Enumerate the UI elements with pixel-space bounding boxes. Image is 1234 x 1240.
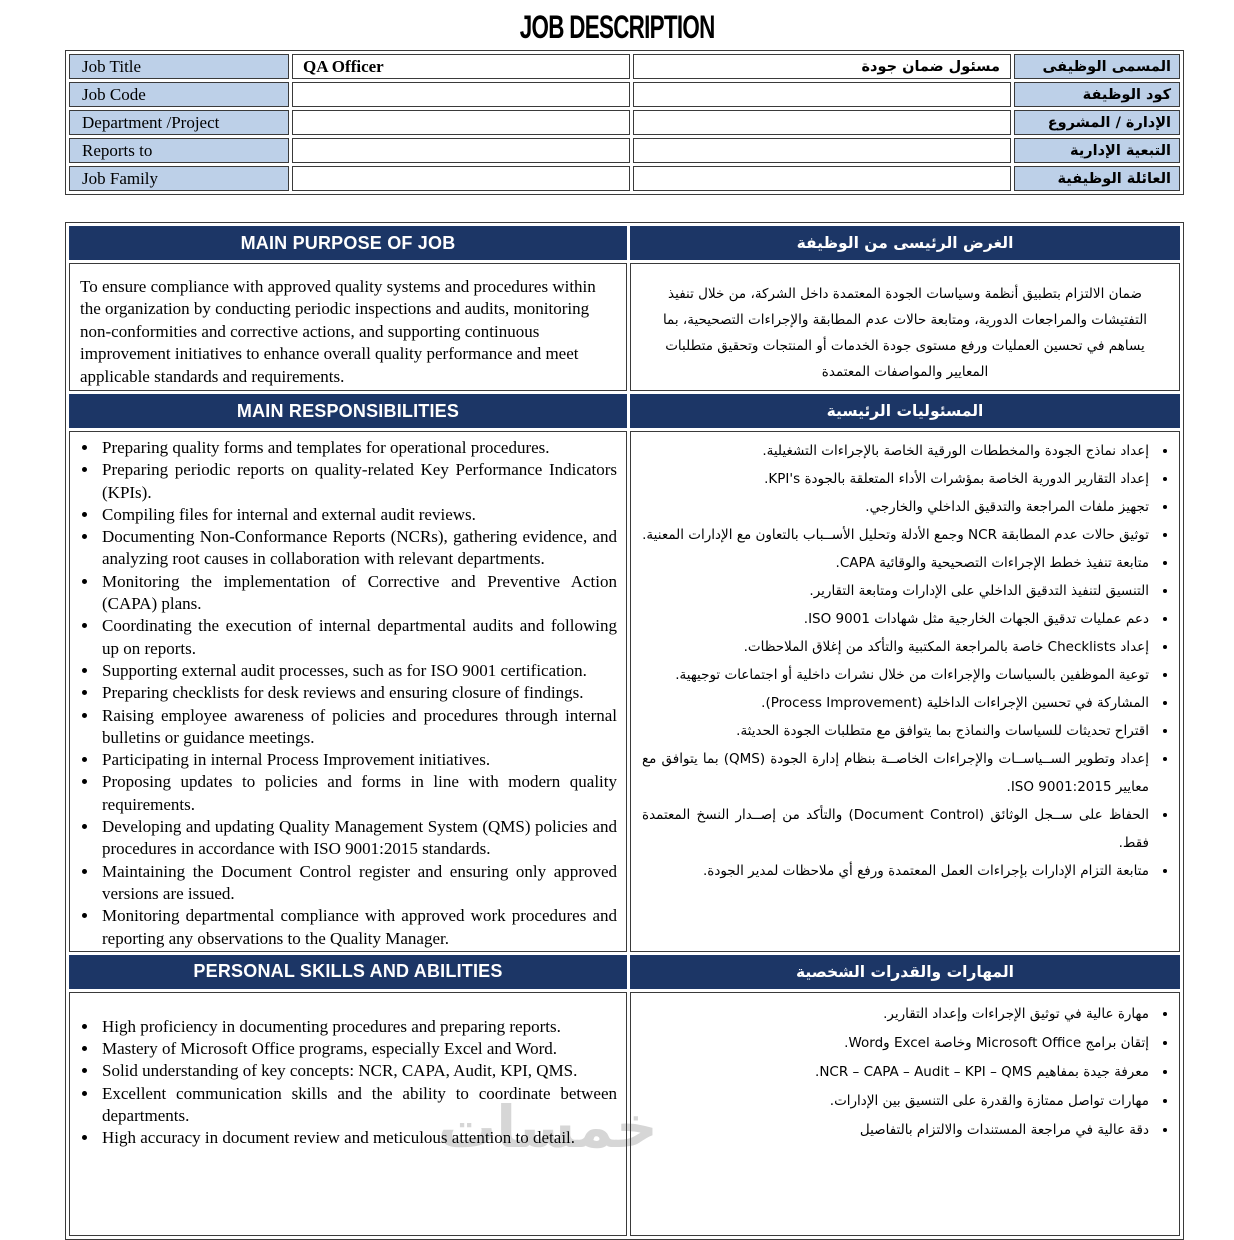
skills-header-ar: المهارات والقدرات الشخصية [630,955,1180,989]
list-item: • التنسيق لتنفيذ التدقيق الداخلي على الإدارات ومتابعة التقارير. [642,577,1152,605]
list-item: • مهارات تواصل ممتازة والقدرة على التنسيق بين الإدارات. [642,1087,1152,1116]
info-row-job-family [69,166,1180,191]
list-item: • Maintaining the Document Control register and ensuring only approved versions are issued. [99,861,617,906]
job-family-label-ar: العائلة الوظيفية [1014,166,1180,191]
reports-to-label-en: Reports to [69,138,289,163]
skills-list-ar [632,1000,1178,1145]
purpose-text-en: To ensure compliance with approved quality systems and procedures within the organization by conducting periodic inspections and audits, monitoring non-conformities and corrective actions, and supporting continuous improvement initiatives to enhance overall quality performance and meet applicable standards and requirements. [80,277,596,386]
purpose-content-en-cell [69,263,627,391]
list-item: • معرفة جيدة بمفاهيم NCR – CAPA – Audit – KPI – QMS. [642,1058,1152,1087]
list-item: • Monitoring departmental compliance with approved work procedures and reporting any observations to the Quality Manager. [99,905,617,950]
list-item: • المشاركة في تحسين الإجراءات الداخلية (Process Improvement). [642,689,1152,717]
job-title-value-ar: مسئول ضمان جودة [633,54,1011,79]
job-code-label-ar: كود الوظيفة [1014,82,1180,107]
list-item: • توثيق حالات عدم المطابقة NCR وجمع الأدلة وتحليل الأســباب بالتعاون مع الإدارات المعنية. [642,521,1152,549]
responsibilities-content-row [69,431,1180,952]
list-item: • High accuracy in document review and meticulous attention to detail. [99,1127,617,1149]
list-item: • Preparing periodic reports on quality-related Key Performance Indicators (KPIs). [99,459,617,504]
job-family-value-en [292,166,630,191]
responsibilities-header-en: MAIN RESPONSIBILITIES [69,394,627,428]
list-item: • Supporting external audit processes, such as for ISO 9001 certification. [99,660,617,682]
job-family-value-ar [633,166,1011,191]
reports-to-value-ar [633,138,1011,163]
list-item: • إتقان برامج Microsoft Office وخاصة Excel وWord. [642,1029,1152,1058]
responsibilities-content-ar-cell [630,431,1180,952]
skills-content-row [69,992,1180,1236]
responsibilities-header-row [69,394,1180,428]
purpose-header-row [69,226,1180,260]
info-row-job-code [69,82,1180,107]
responsibilities-list-en [71,437,625,950]
responsibilities-header-ar: المسئوليات الرئيسية [630,394,1180,428]
skills-header-row [69,955,1180,989]
list-item: • دعم عمليات تدقيق الجهات الخارجية مثل شهادات ISO 9001. [642,605,1152,633]
list-item: • Raising employee awareness of policies and procedures through internal bulletins or guidance meetings. [99,705,617,750]
list-item: • متابعة تنفيذ خطط الإجراءات التصحيحية والوقائية CAPA. [642,549,1152,577]
list-item: • دقة عالية في مراجعة المستندات والالتزام بالتفاصيل [642,1116,1152,1145]
list-item: • إعداد وتطوير الســياســات والإجراءات الخاصــة بنظام إدارة الجودة (QMS) بما يتوافق مع معايير ISO 9001:2015. [642,745,1152,801]
responsibilities-content-en-cell [69,431,627,952]
list-item: • تجهيز ملفات المراجعة والتدقيق الداخلي والخارجي. [642,493,1152,521]
list-item: • Compiling files for internal and external audit reviews. [99,504,617,526]
job-code-label-en: Job Code [69,82,289,107]
skills-content-ar-cell [630,992,1180,1236]
list-item: • الحفاظ على ســجل الوثائق (Document Control) والتأكد من إصــدار النسخ المعتمدة فقط. [642,801,1152,857]
page-title-wrap [0,10,1234,44]
list-item: • Documenting Non-Conformance Reports (NCRs), gathering evidence, and analyzing root causes in collaboration with relevant departments. [99,526,617,571]
list-item: • اقتراح تحديثات للسياسات والنماذج بما يتوافق مع متطلبات الجودة الحديثة. [642,717,1152,745]
list-item: • Preparing quality forms and templates for operational procedures. [99,437,617,459]
list-item: • High proficiency in documenting procedures and preparing reports. [99,1016,617,1038]
list-item: • Developing and updating Quality Management System (QMS) policies and procedures in accordance with ISO 9001:2015 standards. [99,816,617,861]
khamsat-watermark: خمسات [438,1093,658,1161]
list-item: • Solid understanding of key concepts: NCR, CAPA, Audit, KPI, QMS. [99,1060,617,1082]
list-item: • إعداد نماذج الجودة والمخططات الورقية الخاصة بالإجراءات التشغيلية. [642,437,1152,465]
skills-content-en-cell [69,992,627,1236]
list-item: • مهارة عالية في توثيق الإجراءات وإعداد التقارير. [642,1000,1152,1029]
skills-header-en: PERSONAL SKILLS AND ABILITIES [69,955,627,989]
reports-to-label-ar: التبعية الإدارية [1014,138,1180,163]
purpose-header-en: MAIN PURPOSE OF JOB [69,226,627,260]
list-item: • Participating in internal Process Improvement initiatives. [99,749,617,771]
info-row-department [69,110,1180,135]
purpose-content-row [69,263,1180,391]
department-value-en [292,110,630,135]
job-title-value-en: QA Officer [292,54,630,79]
info-row-job-title [69,54,1180,79]
department-value-ar [633,110,1011,135]
list-item: • متابعة التزام الإدارات بإجراءات العمل المعتمدة ورفع أي ملاحظات لمدير الجودة. [642,857,1152,885]
reports-to-value-en [292,138,630,163]
department-label-ar: الإدارة / المشروع [1014,110,1180,135]
main-sections-table [65,222,1184,1240]
list-item: • Coordinating the execution of internal departmental audits and following up on reports. [99,615,617,660]
list-item: • توعية الموظفين بالسياسات والإجراءات من خلال نشرات داخلية أو اجتماعات توجيهية. [642,661,1152,689]
list-item: • Preparing checklists for desk reviews and ensuring closure of findings. [99,682,617,704]
info-row-reports-to [69,138,1180,163]
list-item: • Monitoring the implementation of Corrective and Preventive Action (CAPA) plans. [99,571,617,616]
purpose-text-ar: ضمان الالتزام بتطبيق أنظمة وسياسات الجودة المعتمدة داخل الشركة، من خلال تنفيذ التفتيشات والمراجعات الدورية، ومتابعة حالات عدم المطابقة والإجراءات التصحيحية، بما يساهم في تحسين العمليات ورفع مستوى جودة الخدمات أو المنتجات وتحقيق متطلبات المعايير والمواصفات المعتمدة [662,286,1148,380]
page-title: JOB DESCRIPTION [519,9,715,45]
responsibilities-list-ar [632,437,1178,885]
job-code-value-ar [633,82,1011,107]
purpose-content-ar-cell [630,263,1180,391]
department-label-en: Department /Project [69,110,289,135]
job-family-label-en: Job Family [69,166,289,191]
job-code-value-en [292,82,630,107]
job-info-table [65,50,1184,195]
list-item: • إعداد التقارير الدورية الخاصة بمؤشرات الأداء المتعلقة بالجودة KPI's. [642,465,1152,493]
list-item: • إعداد Checklists خاصة بالمراجعة المكتبية والتأكد من إغلاق الملاحظات. [642,633,1152,661]
purpose-header-ar: الغرض الرئيسى من الوظيفة [630,226,1180,260]
job-title-label-ar: المسمى الوظيفى [1014,54,1180,79]
skills-list-en [71,1016,625,1150]
job-title-label-en: Job Title [69,54,289,79]
list-item: • Excellent communication skills and the ability to coordinate between departments. [99,1083,617,1128]
list-item: • Mastery of Microsoft Office programs, especially Excel and Word. [99,1038,617,1060]
list-item: • Proposing updates to policies and forms in line with modern quality requirements. [99,771,617,816]
